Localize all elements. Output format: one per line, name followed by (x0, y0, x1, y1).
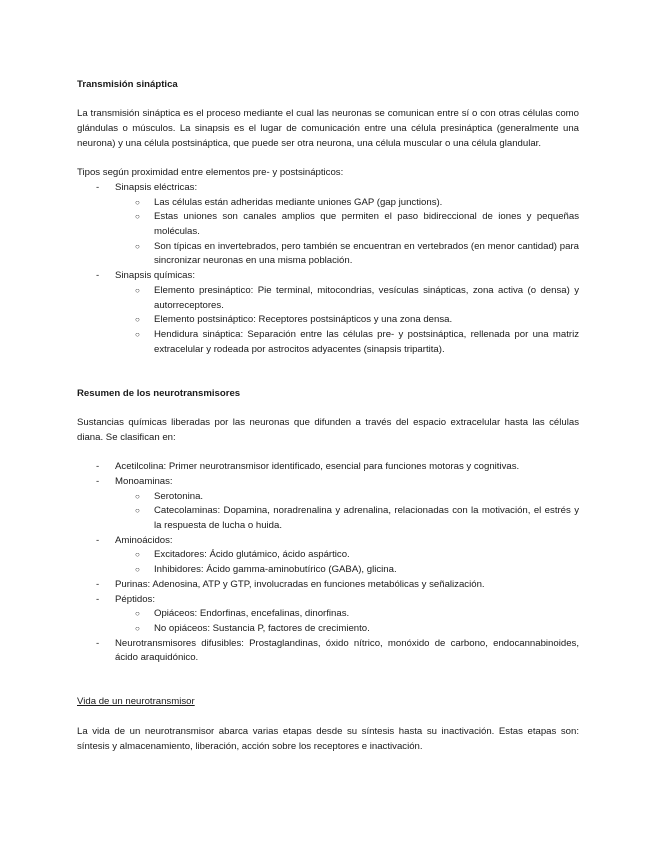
circle-bullet: ○ (135, 506, 140, 516)
list-item-text: Purinas: Adenosina, ATP y GTP, involucradas en funciones metabólicas y señalización. (115, 578, 485, 590)
list-item-label: Sinapsis eléctricas: (115, 181, 198, 193)
sublist-item-text: Catecolaminas: Dopamina, noradrenalina y adrenalina, relacionadas con la motivación, el estrés y la respuesta de lucha o huida. (154, 505, 579, 531)
circle-bullet: ○ (135, 329, 140, 339)
dash-bullet: - (96, 461, 100, 473)
sublist-item (77, 490, 579, 505)
section-title-neurotransmisores: Resumen de los neurotransmisores (77, 387, 241, 399)
circle-bullet: ○ (135, 212, 140, 222)
circle-bullet: ○ (135, 565, 140, 575)
list-item-label: Péptidos: (115, 593, 156, 605)
circle-bullet: ○ (135, 315, 140, 325)
circle-bullet: ○ (135, 285, 140, 295)
sublist-item (77, 196, 579, 211)
paragraph-transmision-intro: La transmisión sináptica es el proceso mediante el cual las neuronas se comunican entre sí o con otras células como glándulas o músculos. La sinapsis es el lugar de comunicación entre una célula presináptica (generalmente una neurona) y una célula postsináptica, que puede ser otra neurona, una célula muscular o una célula glandular. (77, 108, 579, 149)
section-title-transmision: Transmisión sináptica (77, 79, 178, 90)
sublist-item-text: Estas uniones son canales amplios que permiten el paso bidireccional de iones y pequeñas moléculas. (154, 211, 579, 237)
list-item-acetilcolina (77, 460, 579, 475)
dash-bullet: - (96, 475, 100, 487)
paragraph-neurotransmisores-intro: Sustancias químicas liberadas por las neuronas que difunden a través del espacio extracelular hasta las células diana. Se clasifican en: (77, 417, 579, 443)
sublist-item (77, 210, 579, 239)
sublist-item-text: Opiáceos: Endorfinas, encefalinas, dinorfinas. (154, 608, 350, 620)
list-item-sinapsis-electricas (77, 181, 579, 196)
sublist-item-text: Elemento postsináptico: Receptores postsinápticos y una zona densa. (154, 314, 453, 326)
sublist-item (77, 313, 579, 328)
sublist-item (77, 548, 579, 563)
circle-bullet: ○ (135, 609, 140, 619)
sublist-item (77, 607, 579, 622)
paragraph-vida: La vida de un neurotransmisor abarca varias etapas desde su síntesis hasta su inactivación. Estas etapas son: síntesis y almacenamiento, liberación, acción sobre los receptores e inactivación. (77, 725, 579, 752)
sublist-item-text: Hendidura sináptica: Separación entre las células pre- y postsináptica, rellenada por una matriz extracelular y rodeada por astrocitos adyacentes (sinapsis tripartita). (154, 328, 579, 355)
circle-bullet: ○ (135, 623, 140, 633)
list-item-text: Neurotransmisores difusibles: Prostaglandinas, óxido nítrico, monóxido de carbono, endocannabinoides, ácido araquidónico. (115, 637, 579, 664)
sublist-item-text: Son típicas en invertebrados, pero también se encuentran en vertebrados (en menor cantidad) para sincronizar neuronas en una misma población. (154, 240, 579, 267)
sublist-item-text: Elemento presináptico: Pie terminal, mitocondrias, vesículas sinápticas, zona activa (o densa) y autorreceptores. (154, 284, 579, 311)
sublist-item-text: No opiáceos: Sustancia P, factores de crecimiento. (154, 622, 370, 634)
circle-bullet: ○ (135, 491, 140, 501)
circle-bullet: ○ (135, 241, 140, 251)
list-item-sinapsis-quimicas (77, 269, 579, 284)
dash-bullet: - (96, 270, 100, 282)
sublist-item (77, 240, 579, 269)
list-item-monoaminas (77, 475, 579, 490)
sublist-item (77, 328, 579, 357)
circle-bullet: ○ (135, 197, 140, 207)
circle-bullet: ○ (135, 550, 140, 560)
document-page (77, 78, 579, 754)
dash-bullet: - (96, 637, 100, 649)
list-item-text: Acetilcolina: Primer neurotransmisor identificado, esencial para funciones motoras y cognitivas. (115, 461, 520, 473)
paragraph-tipos-intro: Tipos según proximidad entre elementos pre- y postsinápticos: (77, 167, 344, 179)
sublist-item-text: Serotonina. (154, 490, 204, 502)
list-item-peptidos (77, 593, 579, 608)
list-item-purinas (77, 578, 579, 593)
list-item-difusibles (77, 637, 579, 666)
dash-bullet: - (96, 534, 100, 546)
dash-bullet: - (96, 593, 100, 605)
list-item-label: Monoaminas: (115, 475, 173, 487)
sublist-item (77, 284, 579, 313)
dash-bullet: - (96, 181, 100, 193)
list-item-label: Aminoácidos: (115, 534, 173, 546)
dash-bullet: - (96, 578, 100, 590)
sublist-item-text: Excitadores: Ácido glutámico, ácido aspártico. (154, 549, 350, 561)
list-item-label: Sinapsis químicas: (115, 270, 195, 282)
list-item-aminoacidos (77, 534, 579, 549)
sublist-item-text: Las células están adheridas mediante uniones GAP (gap junctions). (154, 196, 443, 208)
sublist-item (77, 563, 579, 578)
section-title-vida: Vida de un neurotransmisor (77, 696, 195, 708)
sublist-item-text: Inhibidores: Ácido gamma-aminobutírico (GABA), glicina. (154, 564, 397, 576)
sublist-item (77, 622, 579, 637)
sublist-item (77, 504, 579, 533)
